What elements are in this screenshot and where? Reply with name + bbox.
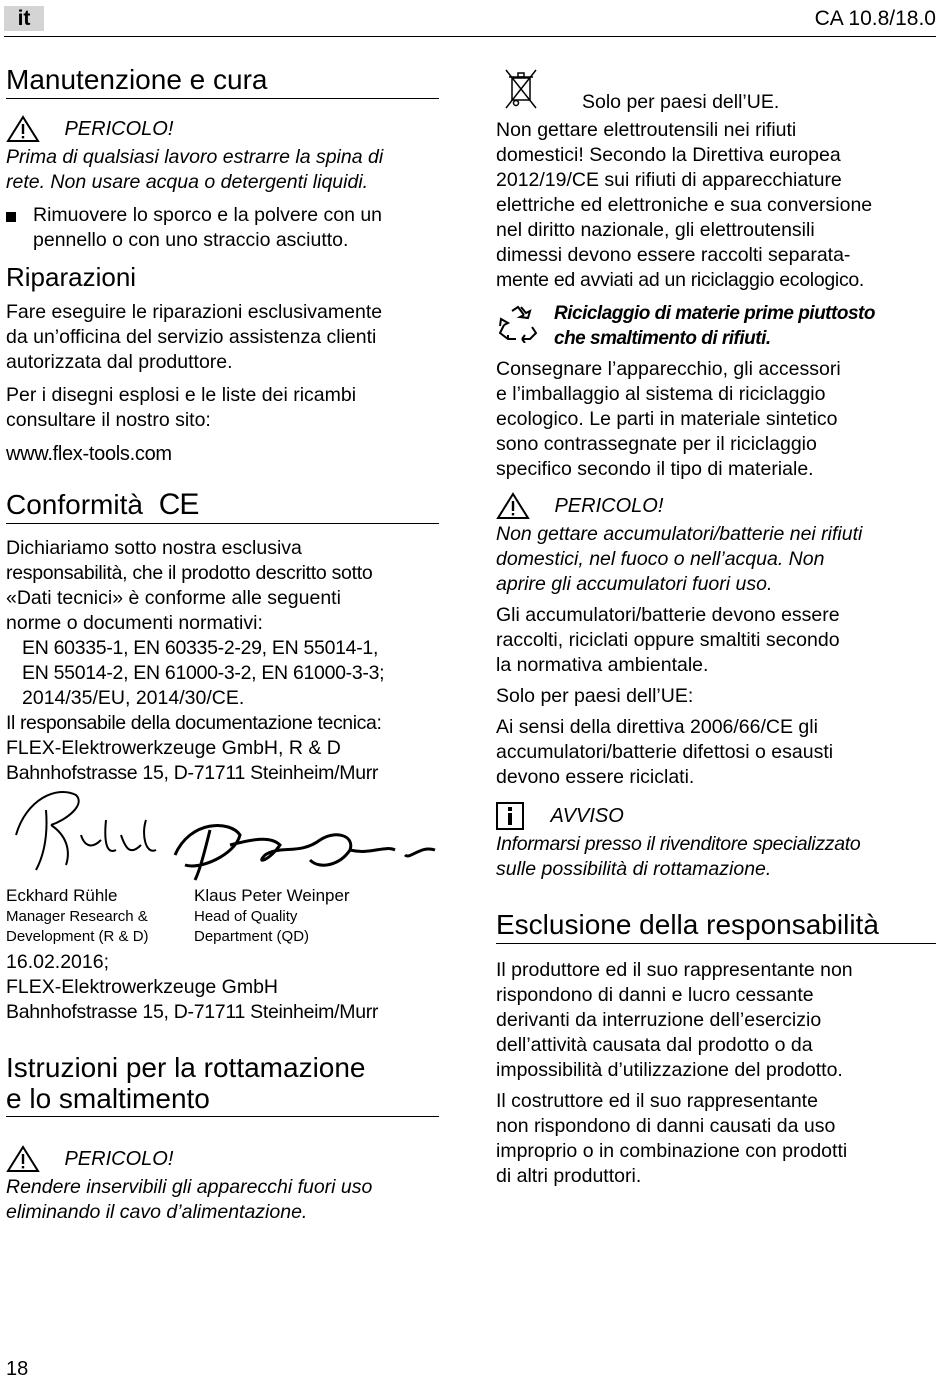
recycle-text-line: Riciclaggio di materie prime piuttosto: [554, 303, 875, 324]
standards-list: [6, 636, 439, 711]
eu-only-text: Solo per paesi dell’UE:: [496, 685, 694, 707]
recycle-text-line: che smaltimento di rifiuti.: [554, 328, 771, 349]
bullet-item: [6, 203, 439, 253]
text-line: ecologico. Le parti in materiale sintetico: [496, 408, 838, 430]
disposal-title: [6, 1052, 439, 1117]
text-line: dimessi devono essere raccolti separata-: [496, 244, 851, 266]
repairs-paragraph: [6, 300, 439, 375]
danger-label: PERICOLO!: [554, 495, 664, 517]
header-divider: [4, 36, 936, 37]
text-line: consultare il nostro sito:: [6, 409, 211, 431]
signature-weinper: [170, 815, 440, 885]
responsible-block: [6, 711, 439, 786]
text-line: «Dati tecnici» è conforme alle seguenti: [6, 587, 341, 609]
notice-text-line: Informarsi presso il rivenditore specializzato: [496, 833, 861, 855]
warning-triangle-icon: [496, 492, 530, 520]
danger-label: PERICOLO!: [64, 1148, 174, 1170]
directive-paragraph: [496, 715, 936, 790]
conformity-paragraph: [6, 536, 439, 636]
text-line: responsabilità, che il prodotto descritto sotto: [6, 562, 373, 584]
standard-line: EN 55014-2, EN 61000-3-2, EN 61000-3-3;: [22, 662, 385, 684]
danger-label: PERICOLO!: [64, 118, 174, 140]
signatory-name: Klaus Peter Weinper: [194, 886, 350, 905]
left-column-lower: [6, 950, 439, 1225]
notice-block: [496, 802, 936, 882]
text-line: rispondono di danni e lucro cessante: [496, 984, 814, 1006]
danger-text-line: Non gettare accumulatori/batterie nei rifiuti: [496, 523, 863, 545]
danger-text-line: Prima di qualsiasi lavoro estrarre la spina di: [6, 146, 384, 168]
left-column: [6, 64, 439, 786]
danger-text-line: eliminando il cavo d’alimentazione.: [6, 1201, 308, 1223]
deliver-paragraph: [496, 357, 936, 482]
danger-warning-1: [6, 115, 439, 195]
crossed-bin-icon: [504, 68, 538, 112]
danger-text-line: rete. Non usare acqua o detergenti liquidi.: [6, 171, 369, 193]
notice-label: AVVISO: [550, 805, 624, 827]
info-icon: [496, 802, 524, 830]
signature-ruhle: [6, 780, 176, 880]
text-line: mente ed avviati ad un riciclaggio ecologico.: [496, 269, 865, 291]
maintenance-title: Manutenzione e cura: [6, 64, 439, 99]
text-line: non rispondono di danni causati da uso: [496, 1115, 836, 1137]
repairs-title: Riparazioni: [6, 262, 137, 292]
text-line: accumulatori/batterie difettosi o esausti: [496, 741, 834, 763]
website-link[interactable]: www.flex-tools.com: [6, 443, 172, 465]
date-text: 16.02.2016;: [6, 951, 110, 973]
text-line: nel diritto nazionale, gli elettroutensili: [496, 219, 815, 241]
eu-only-text: Solo per paesi dell’UE.: [582, 91, 780, 113]
signatory-name: Eckhard Rühle: [6, 886, 118, 905]
text-line: Il costruttore ed il suo rappresentante: [496, 1090, 818, 1112]
signatory-role: Manager Research &: [6, 908, 148, 925]
recycle-note: [496, 301, 936, 353]
disposal-title-line: Istruzioni per la rottamazione: [6, 1052, 366, 1083]
text-line: Consegnare l’apparecchio, gli accessori: [496, 358, 841, 380]
text-line: Ai sensi della direttiva 2006/66/CE gli: [496, 716, 818, 738]
text-line: e l’imballaggio al sistema di riciclaggio: [496, 383, 826, 405]
text-line: Bahnhofstrasse 15, D-71711 Steinheim/Murr: [6, 762, 379, 784]
text-line: la normativa ambientale.: [496, 654, 709, 676]
signatory-role: Head of Quality: [194, 908, 298, 925]
language-tab: it: [4, 6, 44, 31]
warning-triangle-icon: [6, 1145, 40, 1173]
text-line: norme o documenti normativi:: [6, 612, 263, 634]
text-line: 2012/19/CE sui rifiuti di apparecchiature: [496, 169, 842, 191]
text-line: dell’attività causata dal prodotto o da: [496, 1034, 813, 1056]
date-company-block: [6, 950, 439, 1025]
text-line: domestici! Secondo la Direttiva europea: [496, 144, 841, 166]
standard-line: EN 60335-1, EN 60335-2-29, EN 55014-1,: [22, 637, 379, 659]
text-line: Non gettare elettroutensili nei rifiuti: [496, 119, 797, 141]
conformity-title-text: Conformità: [6, 489, 143, 520]
text-line: Dichiariamo sotto nostra esclusiva: [6, 537, 302, 559]
signatory-role: Development (R & D): [6, 928, 149, 945]
signatory-2: [194, 885, 439, 947]
text-line: devono essere riciclati.: [496, 766, 695, 788]
text-line: da un’officina del servizio assistenza clienti: [6, 326, 377, 348]
text-line: impossibilità d’utilizzazione del prodotto.: [496, 1059, 843, 1081]
weee-paragraph: [496, 118, 936, 293]
text-line: elettriche ed elettroniche e sua conversione: [496, 194, 873, 216]
text-line: Il produttore ed il suo rappresentante non: [496, 959, 853, 981]
text-line: raccolti, riciclati oppure smaltiti secondo: [496, 629, 840, 651]
text-line: improprio o in combinazione con prodotti: [496, 1140, 848, 1162]
text-line: Per i disegni esplosi e le liste dei ricambi: [6, 384, 357, 406]
bullet-square-icon: [6, 212, 16, 222]
signatory-1: [6, 885, 191, 947]
danger-text-line: domestici, nel fuoco o nell’acqua. Non: [496, 548, 825, 570]
text-line: sono contrassegnate per il riciclaggio: [496, 433, 817, 455]
conformity-title: [6, 489, 439, 524]
text-line: Il responsabile della documentazione tecnica:: [6, 712, 382, 734]
recycle-icon: [498, 305, 538, 343]
standard-line: 2014/35/EU, 2014/30/CE.: [22, 687, 245, 709]
text-line: Fare eseguire le riparazioni esclusivamente: [6, 301, 383, 323]
signatory-role: Department (QD): [194, 928, 310, 945]
model-number: CA 10.8/18.0: [814, 7, 936, 30]
text-line: FLEX-Elektrowerkzeuge GmbH: [6, 976, 279, 998]
text-line: Gli accumulatori/batterie devono essere: [496, 604, 840, 626]
disposal-title-line: e lo smaltimento: [6, 1083, 210, 1114]
liability-title: Esclusione della responsabilità: [496, 909, 936, 944]
danger-warning-3: [496, 492, 936, 597]
page-number: 18: [6, 1358, 29, 1380]
bullet-text-line: Rimuovere lo sporco e la polvere con un: [33, 204, 383, 226]
danger-warning-2: [6, 1145, 439, 1225]
liability-paragraph-2: [496, 1089, 936, 1189]
text-line: autorizzata dal produttore.: [6, 351, 233, 373]
text-line: FLEX-Elektrowerkzeuge GmbH, R & D: [6, 737, 341, 759]
notice-text-line: sulle possibilità di rottamazione.: [496, 858, 772, 880]
danger-text-line: Rendere inservibili gli apparecchi fuori uso: [6, 1176, 373, 1198]
text-line: specifico secondo il tipo di materiale.: [496, 458, 814, 480]
text-line: di altri produttori.: [496, 1165, 642, 1187]
bullet-text-line: pennello o con uno straccio asciutto.: [33, 229, 349, 251]
danger-text-line: aprire gli accumulatori fuori uso.: [496, 573, 773, 595]
ce-mark-icon: CE: [158, 488, 199, 521]
text-line: derivanti da interruzione dell’esercizio: [496, 1009, 822, 1031]
parts-paragraph: [6, 383, 439, 433]
weee-header: [496, 68, 936, 118]
text-line: Bahnhofstrasse 15, D-71711 Steinheim/Murr: [6, 1001, 379, 1023]
warning-triangle-icon: [6, 115, 40, 143]
liability-paragraph-1: [496, 958, 936, 1083]
battery-paragraph: [496, 603, 936, 678]
right-column: [496, 68, 936, 1189]
